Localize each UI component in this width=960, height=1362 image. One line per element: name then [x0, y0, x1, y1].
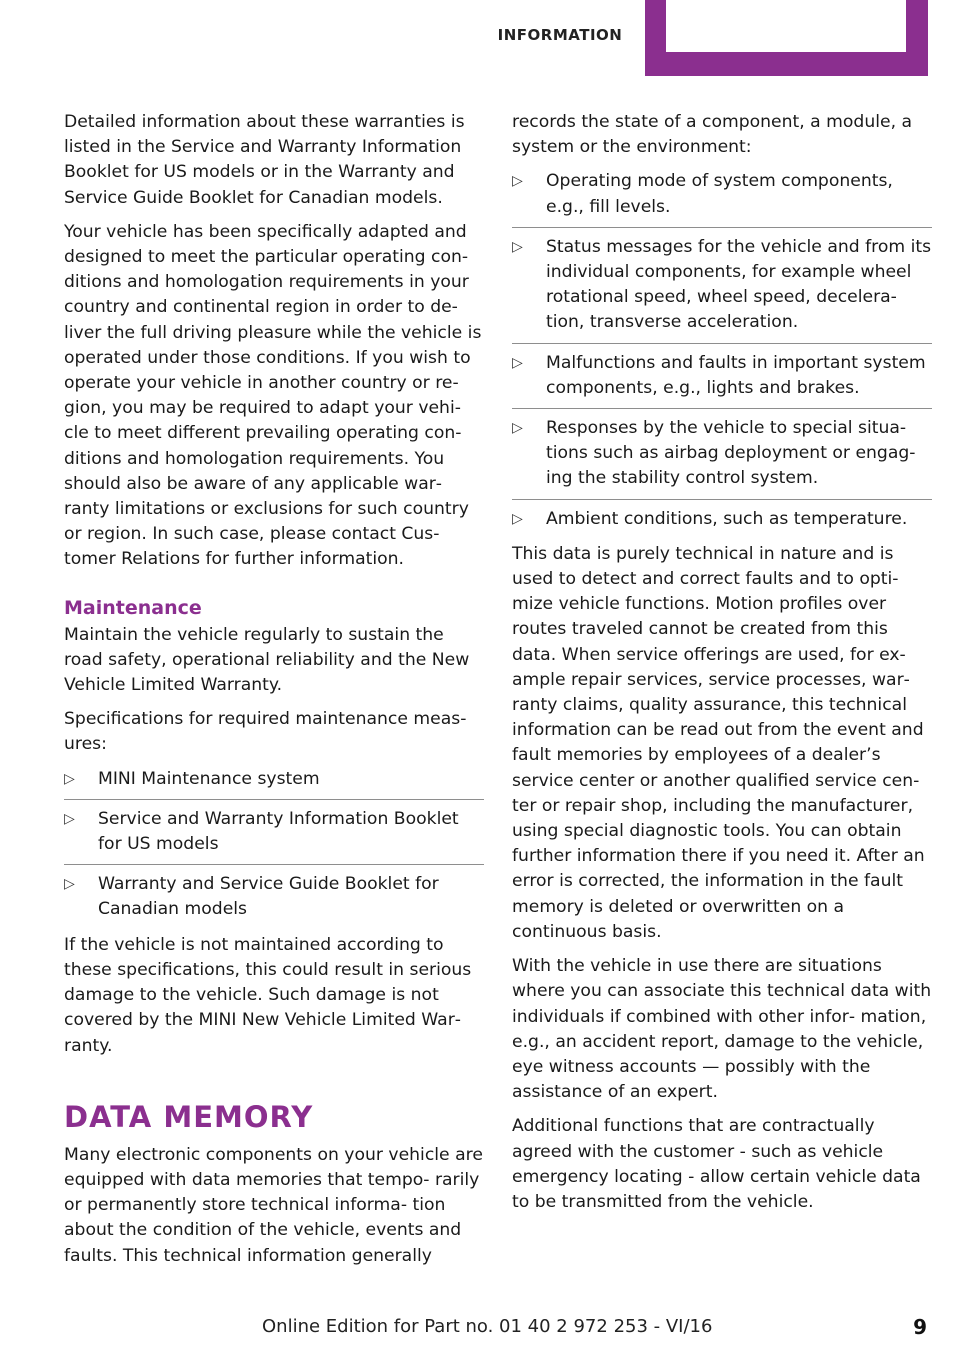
- list-item: ▷ Warranty and Service Guide Booklet for Canadian models: [64, 874, 439, 920]
- data-memory-paragraph: Many electronic components on your vehicle are equipped with data memories that tempo‐ rarily or permanently store technical informa‐ tion about the condition of the vehicle, events and faults. This technical information generally: [64, 1144, 483, 1266]
- bullet-triangle-icon: ▷: [64, 876, 75, 893]
- vehicle-adaptation-paragraph: Your vehicle has been specifically adapted and designed to meet the particular operating con‐ ditions and homologation requirements in your country and continental region in order to de‐ liver the full driving pleasure while the vehicle is operated under those conditions. If you wish to operate your vehicle in another country or re‐ gion, you may be required to adapt your vehi‐ cle to meet different prevailing operating con‐ ditions and homologation requirements. You should also be aware of any applicable war‐ ranty limitations or exclusions for such country or region. In such case, please contact Cus‐ tomer Relations for further information.: [64, 221, 482, 570]
- left-column: [64, 110, 484, 1278]
- warranty-info-paragraph: Detailed information about these warranties is listed in the Service and Warranty Information Booklet for US models or in the Warranty and Service Guide Booklet for Canadian models.: [64, 112, 465, 208]
- bullet-triangle-icon: ▷: [64, 770, 75, 787]
- page-number: 9: [913, 1315, 927, 1339]
- list-item: ▷ Status messages for the vehicle and from its individual components, for example wheel rotational speed, wheel speed, decelera‐ tion, transverse acceleration.: [512, 235, 932, 344]
- additional-functions-paragraph: Additional functions that are contractually agreed with the customer - such as vehicle emergency locating - allow certain vehicle data to be transmitted from the vehicle.: [512, 1116, 921, 1212]
- data-records-list: [512, 169, 932, 537]
- bullet-triangle-icon: ▷: [64, 810, 75, 827]
- header-accent-inner: [666, 0, 906, 52]
- bullet-triangle-icon: ▷: [512, 354, 523, 371]
- bullet-triangle-icon: ▷: [512, 238, 523, 255]
- list-item: ▷ MINI Maintenance system: [64, 767, 484, 800]
- maintenance-warning-paragraph: If the vehicle is not maintained according to these specifications, this could result in serious damage to the vehicle. Such damage is not covered by the MINI New Vehicle Limited War‐ ranty.: [64, 934, 472, 1056]
- state-records-paragraph: records the state of a component, a module, a system or the environment:: [512, 112, 913, 158]
- individual-association-paragraph: With the vehicle in use there are situations where you can associate this technical data with individuals if combined with other infor‐ mation, e.g., an accident report, damage to the vehicle, eye witness accounts — possibly with the assistance of an expert.: [512, 956, 932, 1103]
- data-memory-heading: DATA MEMORY: [64, 1099, 314, 1134]
- list-item: ▷ Ambient conditions, such as temperature.: [512, 507, 932, 538]
- maintenance-paragraph: Maintain the vehicle regularly to sustain the road safety, operational reliability and the New Vehicle Limited Warranty.: [64, 624, 470, 696]
- footer-edition: Online Edition for Part no. 01 40 2 972 253 - VI/16: [262, 1316, 713, 1337]
- maintenance-heading: Maintenance: [64, 596, 202, 619]
- bullet-triangle-icon: ▷: [512, 420, 523, 437]
- bullet-triangle-icon: ▷: [512, 173, 523, 190]
- maintenance-list: [64, 767, 484, 929]
- technical-data-paragraph: This data is purely technical in nature and is used to detect and correct faults and to opti‐ mize vehicle functions. Motion profiles over routes traveled cannot be created from this data. When service offerings are used, for ex‐ ample repair services, service processes, war‐ ranty claims, quality assurance, this technical information can be read out from the event and fault memories by employees of a dealer’s service center or another qualified service cen‐ ter or repair shop, including the manufacturer, using special diagnostic tools. You can obtain further information there if you need it. After an error is corrected, the information in the fault memory is deleted or overwritten on a continuous basis.: [512, 543, 925, 942]
- right-column: [512, 110, 932, 1224]
- section-header-label: INFORMATION: [497, 26, 623, 44]
- specifications-paragraph: Specifications for required maintenance meas‐ ures:: [64, 709, 467, 755]
- list-item: ▷ Operating mode of system components, e.g., fill levels.: [512, 169, 932, 227]
- list-item: ▷ Service and Warranty Information Booklet for US models: [64, 807, 484, 865]
- bullet-triangle-icon: ▷: [512, 510, 523, 527]
- list-item: ▷ Responses by the vehicle to special situa‐ tions such as airbag deployment or engag‐ ing the stability control system.: [512, 416, 932, 500]
- list-item: ▷ Malfunctions and faults in important system components, e.g., lights and brakes.: [512, 351, 932, 409]
